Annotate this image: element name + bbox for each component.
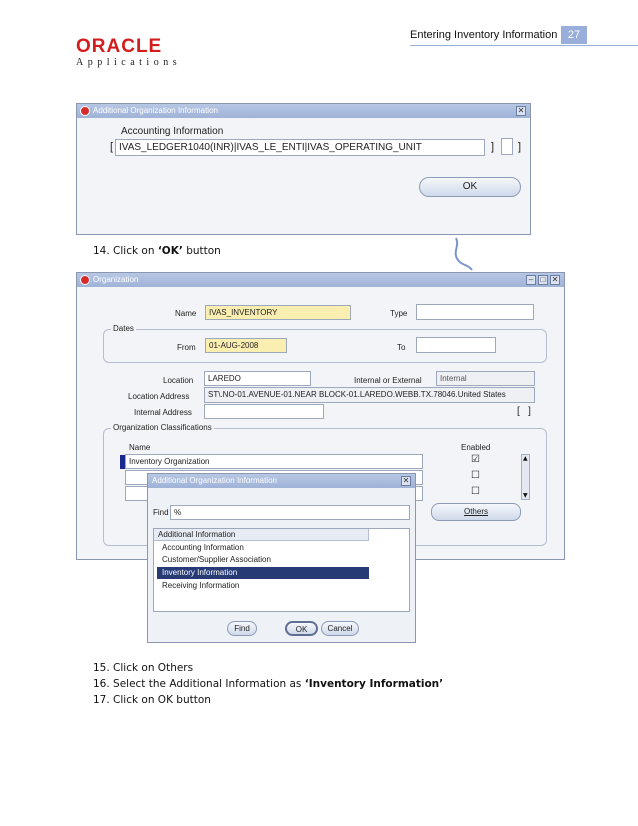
vertical-scrollbar[interactable]: [521, 454, 530, 500]
scroll-up-arrow-icon[interactable]: ▲: [523, 455, 528, 462]
from-label: From: [177, 343, 196, 352]
others-button[interactable]: [431, 503, 521, 521]
close-icon[interactable]: ✕: [402, 476, 410, 485]
ok-button[interactable]: OK: [419, 177, 521, 197]
type-label: Type: [390, 309, 408, 318]
from-date-field[interactable]: 01-AUG-2008: [205, 338, 287, 353]
ok-button-label: OK: [295, 625, 308, 634]
col-enabled-header: Enabled: [461, 443, 491, 452]
field-bracket-right: ]: [491, 141, 495, 153]
to-date-field[interactable]: [416, 337, 496, 353]
internal-external-field[interactable]: Internal: [436, 371, 535, 386]
internal-address-label: Internal Address: [134, 408, 192, 417]
list-header: Additional Information: [154, 529, 369, 541]
dialog-title: Additional Organization Information: [93, 106, 218, 115]
page-header-title: Entering Inventory Information: [410, 29, 558, 41]
location-field[interactable]: LAREDO: [204, 371, 311, 386]
popup-title: Additional Organization Information: [152, 476, 277, 485]
additional-info-popup: [147, 473, 416, 643]
flex-field-button[interactable]: [501, 138, 513, 155]
to-label: To: [397, 343, 406, 352]
list-item[interactable]: Accounting Information: [162, 543, 244, 552]
cancel-button[interactable]: [321, 621, 359, 636]
selected-list-item-label: Inventory Information: [162, 568, 238, 577]
enabled-checkbox-2[interactable]: ☐: [471, 470, 480, 481]
oracle-window-icon: [80, 106, 90, 116]
name-label: Name: [175, 309, 197, 318]
dates-group-title: Dates: [113, 324, 134, 333]
accounting-info-field[interactable]: IVAS_LEDGER1040(INR)|IVAS_LE_ENTI|IVAS_OPERATING_UNIT: [115, 139, 485, 156]
dialog-titlebar: [77, 104, 530, 118]
window-titlebar: [77, 273, 564, 287]
instruction-step-15: 15. Click on Others: [93, 662, 194, 674]
others-label: Others: [463, 507, 488, 516]
instruction-step-14: 14. Click on ‘OK’ button: [93, 245, 221, 257]
col-name-header: Name: [129, 443, 151, 452]
minimize-icon[interactable]: –: [526, 275, 536, 285]
close-icon[interactable]: ✕: [551, 275, 559, 284]
org-classifications-title: Organization Classifications: [113, 423, 212, 432]
list-item[interactable]: Receiving Information: [162, 581, 240, 590]
page-number: 27: [561, 26, 587, 44]
name-field[interactable]: IVAS_INVENTORY: [205, 305, 351, 320]
field-bracket-right: ]: [518, 141, 522, 153]
classification-row-1[interactable]: Inventory Organization: [125, 454, 423, 469]
oracle-logo: ORACLE: [76, 36, 163, 57]
selected-list-item[interactable]: [157, 567, 369, 579]
header-rule: [410, 45, 638, 46]
find-button-label: Find: [234, 624, 250, 633]
maximize-icon[interactable]: □: [538, 275, 548, 285]
instruction-step-17: 17. Click on OK button: [93, 694, 211, 706]
find-button[interactable]: [227, 621, 257, 636]
enabled-checkbox-1[interactable]: ☑: [471, 454, 480, 465]
enabled-checkbox-3[interactable]: ☐: [471, 486, 480, 497]
type-field[interactable]: [416, 304, 534, 320]
internal-address-field[interactable]: [204, 404, 324, 419]
field-bracket-left: [: [110, 141, 114, 153]
flex-bracket: [ ]: [517, 406, 531, 417]
find-field[interactable]: %: [170, 505, 410, 520]
find-label: Find: [153, 508, 169, 517]
location-label: Location: [163, 376, 194, 385]
cursor-squiggle-icon: [450, 236, 480, 276]
location-address-label: Location Address: [128, 392, 190, 401]
ok-button[interactable]: [285, 621, 318, 636]
location-address-field[interactable]: ST\.NO-01.AVENUE-01.NEAR BLOCK-01.LAREDO.WEBB.TX.78046.United States: [204, 387, 535, 403]
applications-logo-text: Applications: [76, 57, 182, 68]
additional-org-info-dialog: [76, 103, 531, 235]
accounting-info-label: Accounting Information: [121, 126, 224, 137]
window-title: Organization: [93, 275, 139, 284]
internal-external-label: Internal or External: [354, 376, 422, 385]
results-list[interactable]: [153, 528, 410, 612]
list-item[interactable]: Customer/Supplier Association: [162, 555, 271, 564]
close-icon[interactable]: ✕: [517, 106, 525, 115]
oracle-window-icon: [80, 275, 90, 285]
popup-titlebar: [148, 474, 415, 488]
instruction-step-16: 16. Select the Additional Information as ‘Inventory Information’: [93, 678, 444, 690]
cancel-button-label: Cancel: [327, 624, 353, 633]
scroll-down-arrow-icon[interactable]: ▼: [523, 492, 528, 499]
